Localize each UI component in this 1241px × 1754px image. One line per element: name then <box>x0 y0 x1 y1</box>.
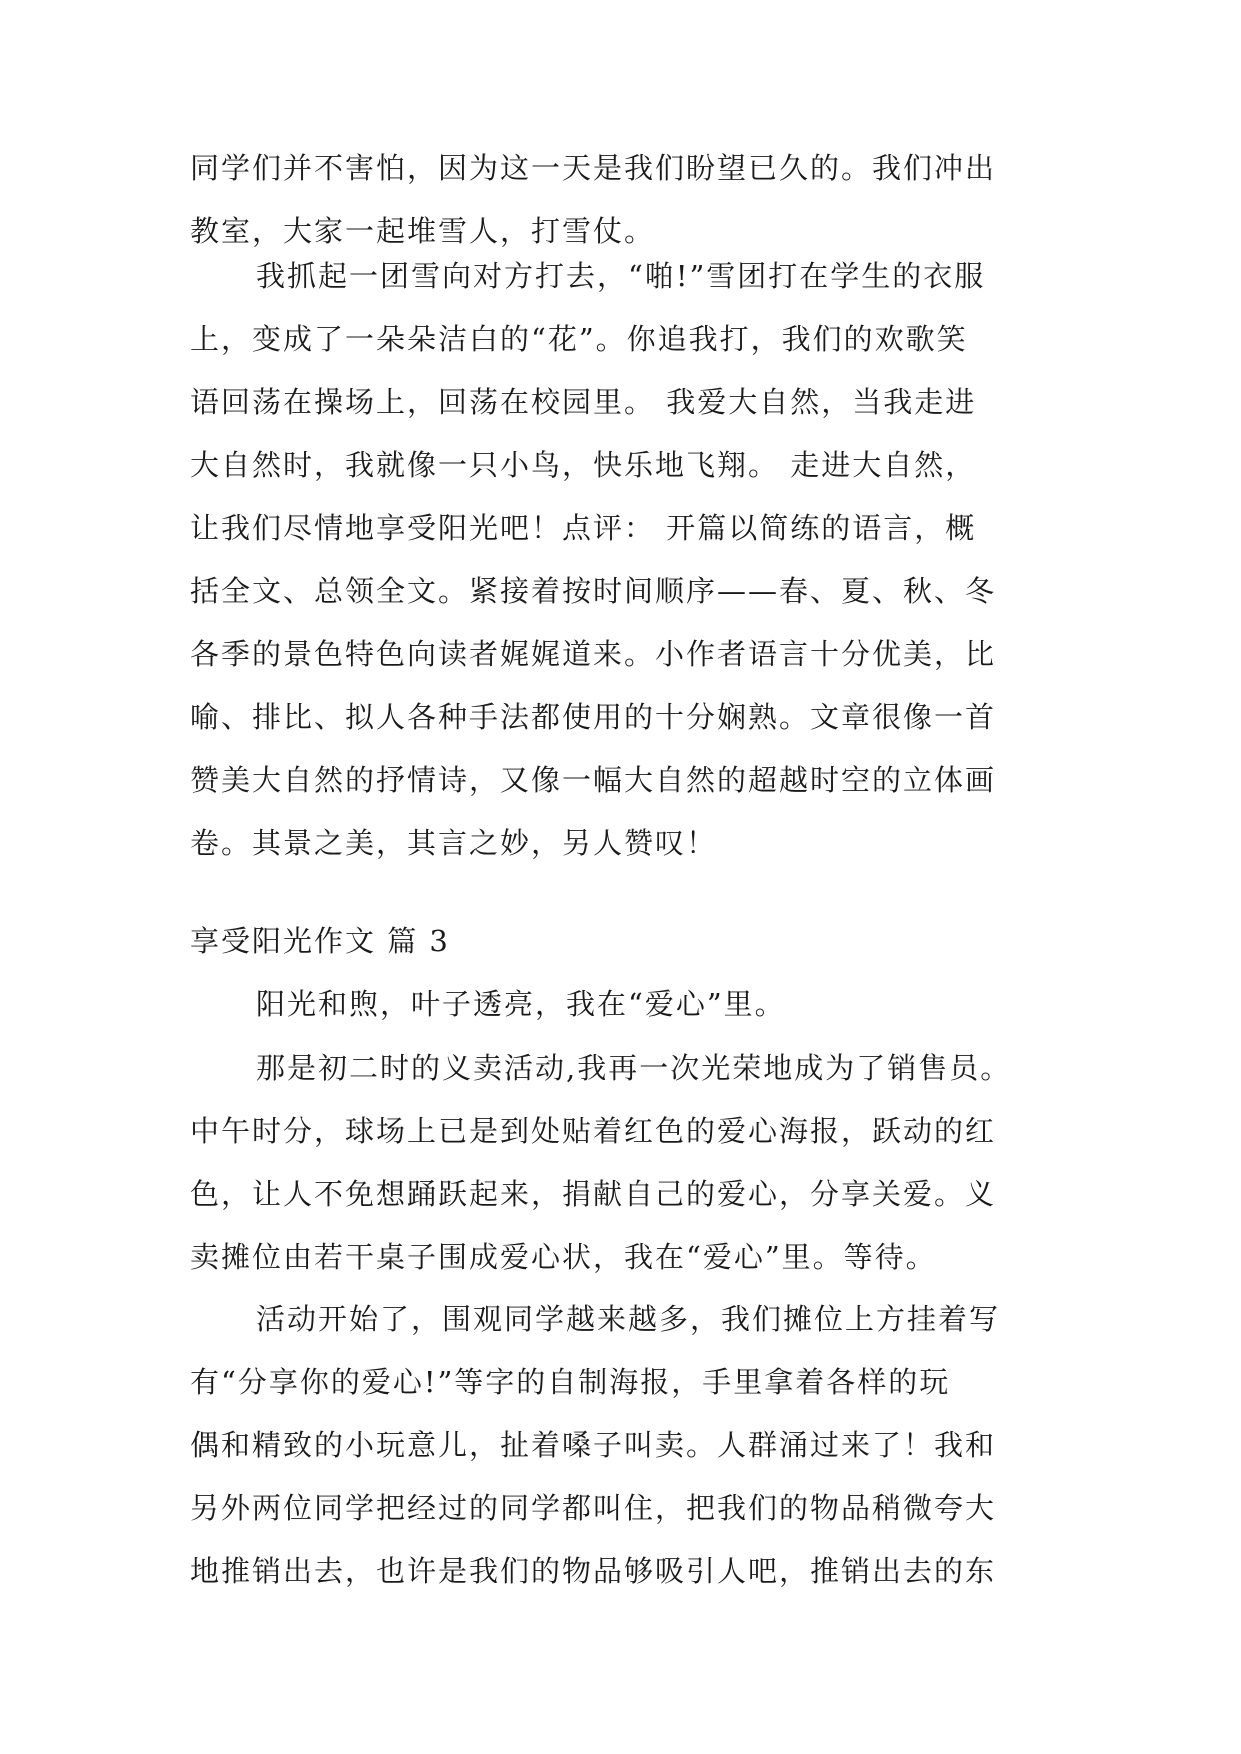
text-line: 括全文、总领全文。紧接着按时间顺序——春、夏、秋、冬 <box>190 574 997 608</box>
section-paragraph-3 <box>190 1288 1052 1603</box>
text-line: 色，让人不免想踊跃起来，捐献自己的爱心，分享关爱。义 <box>190 1177 997 1211</box>
text-line: 阳光和煦，叶子透亮，我在“爱心”里。 <box>256 987 786 1021</box>
text-line: 让我们尽情地享受阳光吧！点评： 开篇以简练的语言，概 <box>190 511 977 545</box>
text-line: 那是初二时的义卖活动,我再一次光荣地成为了销售员。 <box>256 1051 1012 1085</box>
section-paragraph-2 <box>190 1037 1052 1289</box>
text-line: 各季的景色特色向读者娓娓道来。小作者语言十分优美，比 <box>190 637 997 671</box>
text-line: 上，变成了一朵朵洁白的“花”。你追我打，我们的欢歌笑 <box>190 322 968 356</box>
text-line: 语回荡在操场上，回荡在校园里。 我爱大自然，当我走进 <box>190 385 977 419</box>
text-line: 卖摊位由若干桌子围成爱心状，我在“爱心”里。等待。 <box>190 1240 937 1274</box>
section-title <box>190 910 1052 973</box>
section-paragraph-1 <box>190 973 1052 1036</box>
text-line: 偶和精致的小玩意儿，扯着嗓子叫卖。人群涌过来了！我和 <box>190 1428 997 1462</box>
text-line: 教室，大家一起堆雪人，打雪仗。 <box>190 214 656 248</box>
text-line: 卷。其景之美，其言之妙，另人赞叹！ <box>190 826 718 860</box>
text-line: 地推销出去，也许是我们的物品够吸引人吧，推销出去的东 <box>190 1554 997 1588</box>
text-line: 有“分享你的爱心!”等字的自制海报，手里拿着各样的玩 <box>190 1365 951 1399</box>
text-line: 大自然时，我就像一只小鸟，快乐地飞翔。 走进大自然， <box>190 448 977 482</box>
text-line: 同学们并不害怕，因为这一天是我们盼望已久的。我们冲出 <box>190 151 997 185</box>
prev-section-paragraph <box>190 245 1052 875</box>
text-line: 另外两位同学把经过的同学都叫住，把我们的物品稍微夸大 <box>190 1491 997 1525</box>
text-line: 活动开始了，围观同学越来越多，我们摊位上方挂着写 <box>256 1302 1001 1336</box>
section-heading: 享受阳光作文 篇 3 <box>190 924 450 958</box>
text-line: 我抓起一团雪向对方打去，“啪!”雪团打在学生的衣服 <box>256 259 986 293</box>
text-line: 赞美大自然的抒情诗，又像一幅大自然的超越时空的立体画 <box>190 763 997 797</box>
text-line: 中午时分，球场上已是到处贴着红色的爱心海报，跃动的红 <box>190 1114 997 1148</box>
text-line: 喻、排比、拟人各种手法都使用的十分娴熟。文章很像一首 <box>190 700 997 734</box>
